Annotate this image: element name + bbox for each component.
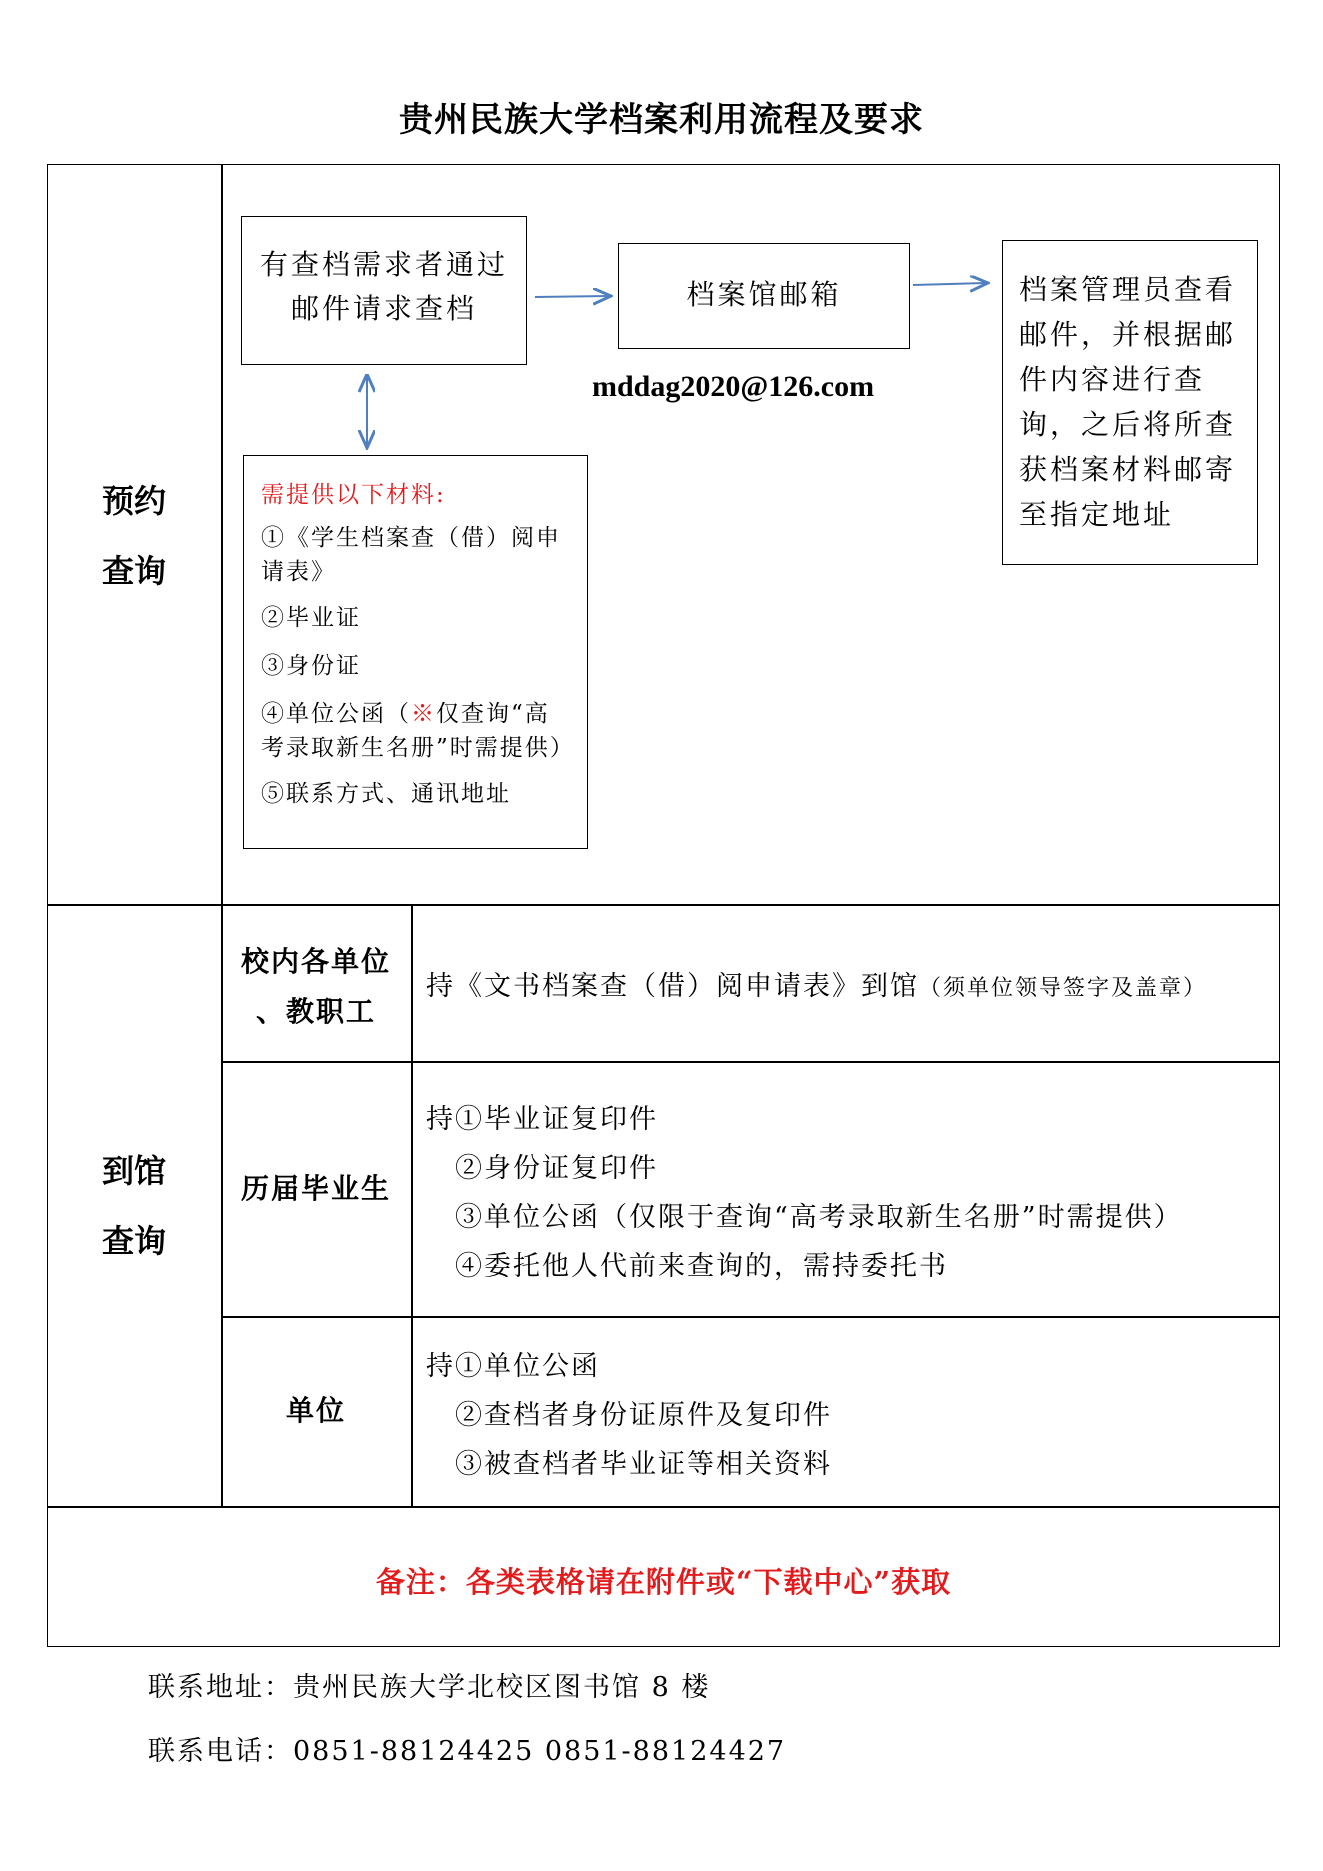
contact-phone: 联系电话：0851-88124425 0851-88124427 [148,1736,787,1767]
step-line: 件内容进行查 [1019,363,1206,396]
requirement-line: ③单位公函（仅限于查询“高考录取新生名册”时需提供） [455,1202,1183,1233]
category-organizations: 单位 [285,1394,346,1427]
step-line: 有查档需求者通过 [259,248,508,281]
page-title: 贵州民族大学档案利用流程及要求 [399,100,924,140]
material-item-4: ④单位公函（※仅查询“高 考录取新生名册”时需提供） [261,701,575,761]
step-line: 邮件，并根据邮 [1019,318,1237,351]
step-line: 至指定地址 [1019,498,1175,531]
material-item-1: ①《学生档案查（借）阅申 请表》 [261,525,561,585]
requirement-organizations [426,1342,832,1489]
label-line-1: 到馆 [101,1152,166,1190]
requirement-line: ④委托他人代前来查询的，需持委托书 [455,1251,948,1282]
material-item-5: ⑤联系方式、通讯地址 [261,781,511,807]
archive-email: mddag2020@126.com [592,370,875,403]
step-line: 档案管理员查看 [1019,273,1237,306]
material-item-2: ②毕业证 [261,605,361,631]
requirement-line: ③被查档者毕业证等相关资料 [455,1449,832,1480]
requirement-line: 持①毕业证复印件 [426,1104,658,1135]
requirement-line: ②查档者身份证原件及复印件 [455,1400,832,1431]
contact-address: 联系地址：贵州民族大学北校区图书馆 8 楼 [148,1672,711,1703]
label-line-1: 预约 [101,482,166,520]
step-line: 获档案材料邮寄 [1019,453,1237,486]
requirement-line: ②身份证复印件 [455,1153,658,1184]
requirement-staff: 持《文书档案查（借）阅申请表》到馆（须单位领导签字及盖章） [426,971,1208,1002]
arrow-right-icon [535,296,609,297]
materials-heading: 需提供以下材料: [261,482,446,508]
step-line: 邮件请求查档 [290,292,477,325]
label-line-2: 查询 [101,552,166,590]
step-line: 档案馆邮箱 [686,278,842,311]
label-line-2: 查询 [101,1222,166,1260]
requirement-line: 持①单位公函 [426,1351,600,1382]
requirement-graduates [426,1095,1183,1291]
arrow-right-icon [913,283,986,285]
material-item-3: ③身份证 [261,653,361,679]
step-line: 询，之后将所查 [1019,408,1237,441]
download-note: 备注：各类表格请在附件或“下载中心”获取 [375,1565,952,1599]
reference-mark-icon: ※ [411,701,436,727]
category-graduates: 历届毕业生 [240,1172,391,1205]
category-staff: 校内各单位 、教职工 [240,945,391,1028]
